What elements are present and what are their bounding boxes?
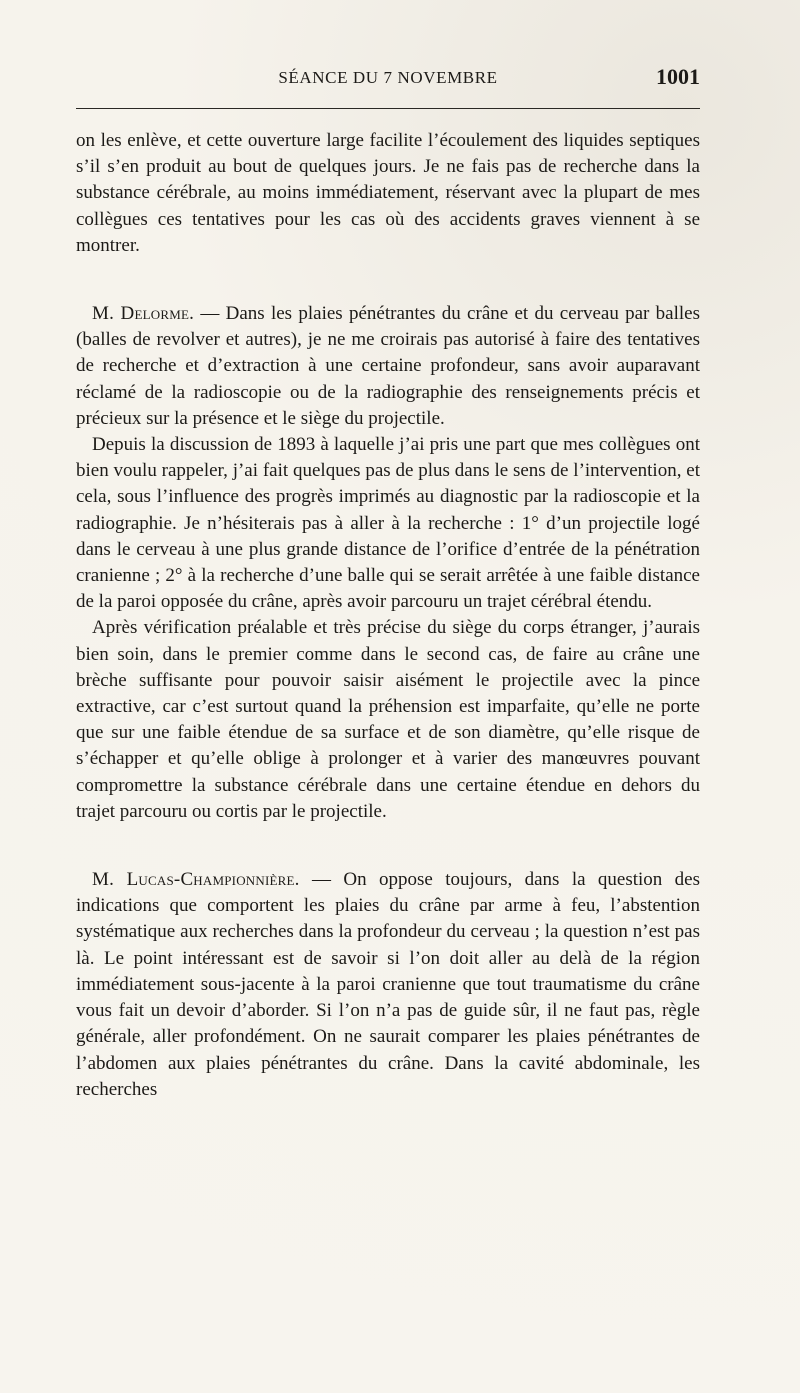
paragraph-verification: Après vérification préalable et très précise du siège du corps étranger, j’aurais bien soin, dans le premier comme dans le second cas, de faire au crâne une brèche suffisante pour pouvoir saisir aisément le projectile avec la pince extractive, car c’est surtout quand la préhension est imparfaite, qu’elle ne porte que sur une faible étendue de sa surface et de son diamètre, qu’elle risque de s’échapper et qu’elle oblige à prolonger et à varier des manœuvres pouvant compromettre la substance cérébrale dans une certaine étendue en dehors du trajet parcouru ou cortis par le projectile. bbox=[76, 617, 700, 822]
header-rule bbox=[76, 108, 700, 109]
paragraph-delorme-text: — Dans les plaies pénétrantes du crâne et du cerveau par balles (balles de revolver et autres), je ne me croirais pas autorisé à faire des tentatives de recherche et d’extraction à une certaine profondeur, sans avoir auparavant réclamé de la radioscopie ou de la radiographie des renseignements précis et précieux sur la présence et le siège du projectile. bbox=[76, 303, 700, 429]
running-title: SÉANCE DU 7 NOVEMBRE bbox=[278, 68, 498, 87]
paragraph-discussion-1893: Depuis la discussion de 1893 à laquelle j’ai pris une part que mes collègues ont bien voulu rappeler, j’ai fait quelques pas de plus dans le sens de l’intervention, et cela, sous l’influence des progrès imprimés au diagnostic par la radioscopie et la radiographie. Je n’hésiterais pas à aller à la recherche : 1° d’un projectile logé dans le cerveau à une plus grande distance de l’orifice d’entrée de la pénétration cranienne ; 2° à la recherche d’une balle qui se serait arrêtée à une faible distance de la paroi opposée du crâne, après avoir parcouru un trajet cérébral étendu. bbox=[76, 434, 700, 613]
paragraph-lucas-championniere-text: — On oppose toujours, dans la question des indications que comportent les plaies du crâne par arme à feu, l’abstention systématique aux recherches dans la profondeur du cerveau ; la question n’est pas là. Le point intéressant est de savoir si l’on doit aller au delà de la région immédiatement sous-jacente à la paroi cranienne que tout traumatisme du crâne vous fait un devoir d’aborder. Si l’on n’a pas de guide sûr, il ne faut pas, règle générale, aller profondément. On ne saurait comparer les plaies pénétrantes de l’abdomen aux plaies pénétrantes du crâne. Dans la cavité abdominale, les recherches bbox=[76, 869, 701, 1100]
paragraph-continuation: on les enlève, et cette ouverture large facilite l’écoulement des liquides septiques s’il s’en produit au bout de quelques jours. Je ne fais pas de recherche dans la substance cérébrale, au moins immédiatement, réservant avec la plupart de mes collègues ces tentatives pour les cas où des accidents graves viennent à se montrer. bbox=[76, 130, 700, 256]
speaker-delorme: M. Delorme. bbox=[92, 303, 195, 325]
speaker-lucas-championniere: M. Lucas-Championnière. bbox=[92, 869, 300, 891]
paragraph-delorme bbox=[76, 301, 700, 432]
page-number: 1001 bbox=[656, 64, 700, 89]
page-header bbox=[76, 66, 700, 96]
paragraph-lucas-championniere bbox=[76, 867, 700, 1103]
document-body bbox=[76, 128, 700, 1103]
